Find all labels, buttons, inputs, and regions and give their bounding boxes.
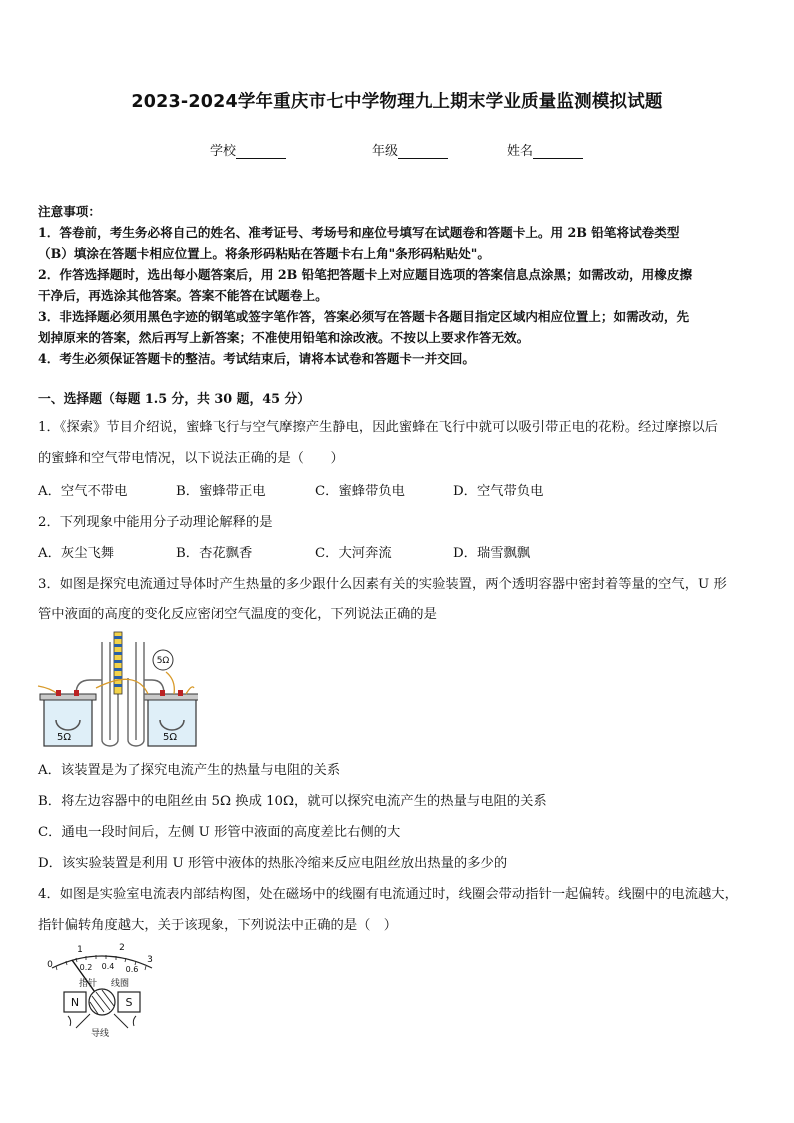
question-3-line: 3．如图是探究电流通过导体时产生热量的多少跟什么因素有关的实验装置，两个透明容器中密封着等量的空气，U 形 [38,577,727,592]
question-2-option-a: A．灰尘飞舞 [38,546,115,561]
question-3-option-c: C．通电一段时间后，左侧 U 形管中液面的高度差比右侧的大 [38,825,401,840]
question-2-option-d: D．瑞雪飘飘 [453,546,531,561]
question-4-line: 指针偏转角度越大，关于该现象，下列说法中正确的是（ ） [38,918,398,933]
name-field [507,140,583,159]
question-1-line: 的蜜蜂和空气带电情况，以下说法正确的是（ ） [38,451,344,466]
notes-block [38,201,760,369]
name-label: 姓名 [507,144,534,159]
ammeter-structure-figure [42,940,160,1040]
name-blank [533,144,583,159]
school-blank [236,144,286,159]
terminal [178,690,183,696]
terminal [56,690,61,696]
notes-line: 划掉原来的答案，然后再写上新答案；不准使用铅笔和涂改液。不按以上要求作答无效。 [38,330,530,345]
notes-line: 1．答卷前，考生务必将自己的姓名、准考证号、考场号和座位号填写在试题卷和答题卡上。用 2B 铅笔将试卷类型 [38,225,680,240]
question-4-line: 4．如图是实验室电流表内部结构图，处在磁场中的线圈有电流通过时，线圈会带动指针一起偏转。线圈中的电流越大， [38,887,738,902]
notes-line: 3．非选择题必须用黑色字迹的钢笔或签字笔作答，答案必须写在答题卡各题目指定区域内相应位置上；如需改动，先 [38,309,690,324]
notes-line: 2．作答选择题时，选出每小题答案后，用 2B 铅笔把答题卡上对应题目选项的答案信息点涂黑；如需改动，用橡皮擦 [38,267,693,282]
question-1-option-d: D．空气带负电 [453,484,544,499]
scale-bottom-label: 0.4 [101,962,115,971]
coil-wires [76,1014,128,1028]
question-3-option-a: A．该装置是为了探究电流产生的热量与电阻的关系 [38,763,341,778]
scale-top-label: 1 [77,945,83,955]
scale-top-label: 0 [47,960,53,970]
left-container-lid [40,694,96,700]
question-3-option-b: B．将左边容器中的电阻丝由 5Ω 换成 10Ω，就可以探究电流产生的热量与电阻的关系 [38,794,547,809]
scale-bottom-label: 0.6 [125,965,139,974]
south-label: S [125,996,133,1009]
left-resistor-label: 5Ω [56,732,72,743]
north-label: N [70,996,80,1009]
wire-label: 导线 [90,1029,110,1039]
question-1-line: 1．《探索》节目介绍说，蜜蜂飞行与空气摩擦产生静电，因此蜜蜂在飞行中就可以吸引带正电的花粉。经过摩擦以后 [38,420,718,435]
question-1-option-b: B．蜜蜂带正电 [176,484,266,499]
notes-heading: 注意事项： [38,204,101,219]
notes-line: 4．考生必须保证答题卡的整洁。考试结束后，请将本试卷和答题卡一并交回。 [38,351,475,366]
scale-top-label: 2 [119,943,125,953]
question-2-option-b: B．杏花飘香 [176,546,253,561]
right-container-lid [144,694,198,700]
notes-line: （B）填涂在答题卡相应位置上。将条形码粘贴在答题卡右上角"条形码粘贴处"。 [38,246,490,261]
school-label: 学校 [210,144,237,159]
terminal [74,690,79,696]
pointer-label: 指针 [78,979,98,989]
right-resistor-label: 5Ω [162,732,178,743]
terminal [160,690,165,696]
outer-resistor-label: 5Ω [156,656,170,666]
joule-heating-apparatus-figure [36,628,198,750]
grade-blank [398,144,448,159]
grade-field [372,140,448,159]
section-heading: 一、选择题（每题 1.5 分，共 30 题，45 分） [38,392,311,407]
scale-bottom-label: 0.2 [79,963,93,972]
coil-label: 线圈 [110,979,130,989]
question-1-option-a: A．空气不带电 [38,484,128,499]
page-title: 2023-2024学年重庆市七中学物理九上期末学业质量监测模拟试题 [131,92,663,112]
right-u-tube [128,642,144,746]
question-3-line: 管中液面的高度的变化反应密闭空气温度的变化，下列说法正确的是 [38,607,437,622]
scale-top-label: 3 [147,955,153,965]
question-3-option-d: D．该实验装置是利用 U 形管中液体的热胀冷缩来反应电阻丝放出热量的多少的 [38,856,508,871]
question-2-line: 2．下列现象中能用分子动理论解释的是 [38,515,273,530]
magnet-base-lines [68,1016,136,1026]
notes-line: 干净后，再选涂其他答案。答案不能答在试题卷上。 [38,288,328,303]
question-2-option-c: C．大河奔流 [315,546,392,561]
school-field [210,140,286,159]
grade-label: 年级 [372,144,399,159]
question-1-option-c: C．蜜蜂带负电 [315,484,405,499]
